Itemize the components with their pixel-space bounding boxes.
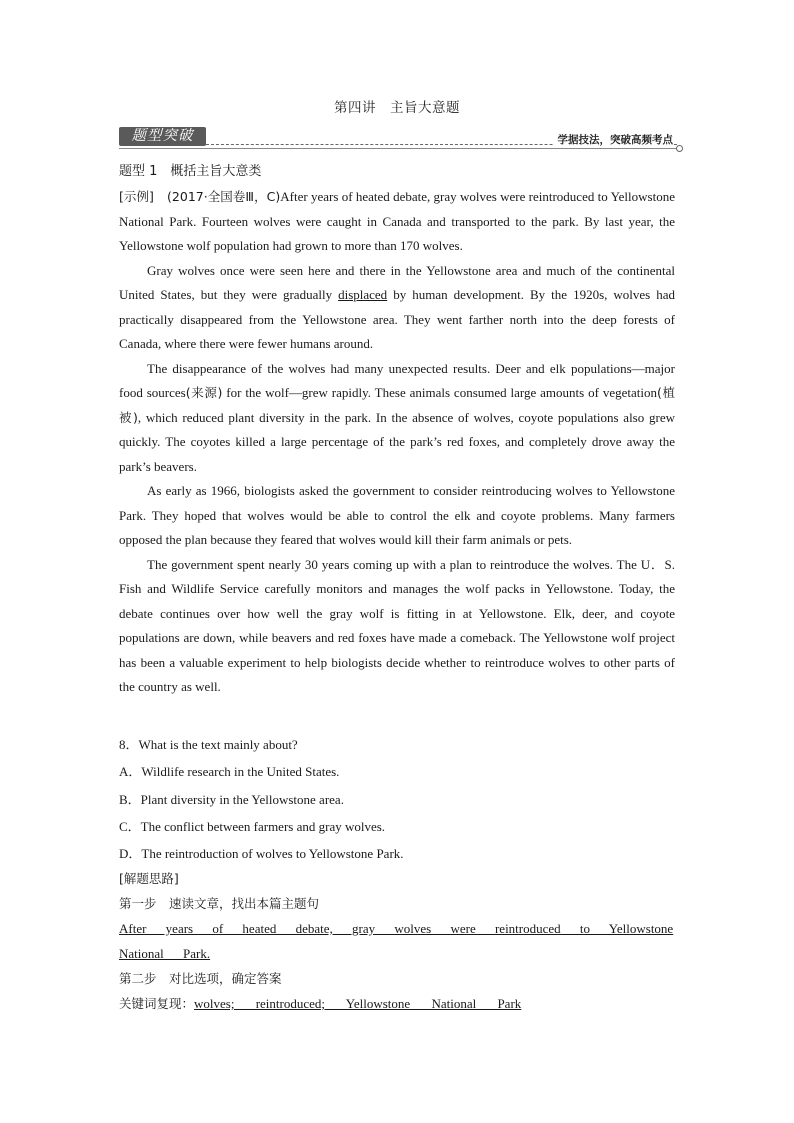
solution-block (119, 866, 675, 1016)
section-banner (119, 125, 679, 153)
page-title: 第四讲 主旨大意题 (334, 100, 460, 116)
topic-sentence-answer: After years of heated debate, gray wolves were reintroduced to Yellowstone National Park. (119, 921, 674, 961)
paragraph-3-text-b: for the wolf—grew rapidly. These animals consumed large amounts of vegetation (222, 385, 657, 400)
example-label: [示例] (119, 189, 154, 204)
passage-paragraph-2 (119, 259, 675, 357)
solution-step-2: 第二步 对比选项，确定答案 (119, 971, 282, 986)
banner-rule (119, 148, 679, 149)
passage-paragraph-5: The government spent nearly 30 years coming up with a plan to reintroduce the wolves. The U．S. Fish and Wildlife Service carefully monitors and manages the wolf packs in Yellowstone. Today, the debate continues over how well the gray wolf is fitting in at Yellowstone. Elk, deer, and coyote populations are down, while beavers and red foxes have made a comeback. The Yellowstone wolf project has been a valuable experiment to help biologists decide whether to reintroduce wolves to other parts of the country as well. (119, 556, 675, 694)
passage-paragraph-1 (119, 185, 675, 259)
question-stem: 8．What is the text mainly about? (119, 737, 298, 752)
passage-paragraph-3 (119, 357, 675, 480)
paragraph-2-text-b: by human development. By the 1920s, wolves had practically disappeared from the Yellowstone area. They went farther north into the deep forests of Canada, where there were fewer humans around. (119, 287, 675, 351)
paragraph-3-text-a: The disappearance of the wolves had many unexpected results. Deer and elk populations—major food sources (119, 360, 675, 400)
example-source: (2017·全国卷Ⅲ，C) (167, 189, 281, 204)
option-d: D．The reintroduction of wolves to Yellowstone Park. (119, 846, 404, 862)
gloss-source: (来源) (185, 385, 223, 400)
option-a: A．Wildlife research in the United States. (119, 764, 340, 780)
question-block (119, 731, 675, 867)
banner-label: 题型突破 (119, 127, 206, 146)
passage-paragraph-4: As early as 1966, biologists asked the government to consider reintroducing wolves to Yellowstone Park. They hoped that wolves would be able to control the elk and coyote problems. Many farmers opposed the plan because they feared that wolves would kill their farm animals or pets. (119, 483, 675, 547)
option-c: C．The conflict between farmers and gray wolves. (119, 818, 386, 834)
keywords-line (119, 991, 675, 1016)
banner-slogan: 学据技法，突破高频考点 (554, 132, 674, 147)
question-type-heading: 题型 1 概括主旨大意类 (119, 164, 262, 179)
passage (119, 185, 675, 700)
paragraph-1-text: After years of heated debate, gray wolves were reintroduced to Yellowstone National Park. Fourteen wolves were caught in Canada and transported to the park. By last year, the Yellowstone wolf population had grown to more than 170 wolves. (119, 189, 675, 253)
underlined-word-displaced: displaced (338, 287, 388, 302)
solution-step-1: 第一步 速读文章，找出本篇主题句 (119, 896, 320, 911)
gloss-vegetation: (植被) (119, 385, 675, 425)
keywords-label: 关键词复现： (119, 996, 195, 1011)
paragraph-2-text-a: Gray wolves once were seen here and there in the Yellowstone area and much of the continental United States, but they were gradually (119, 262, 675, 302)
paragraph-3-text-c: , which reduced plant diversity in the park. In the absence of wolves, coyote populations also grew quickly. The coyotes killed a large percentage of the park’s red foxes, and completely drove away the park’s beavers. (119, 409, 675, 474)
keywords-text: wolves; reintroduced; Yellowstone National Park (194, 996, 522, 1011)
solution-label: [解题思路] (119, 871, 179, 886)
option-b: B．Plant diversity in the Yellowstone area. (119, 791, 344, 807)
banner-end-dot (676, 145, 683, 152)
